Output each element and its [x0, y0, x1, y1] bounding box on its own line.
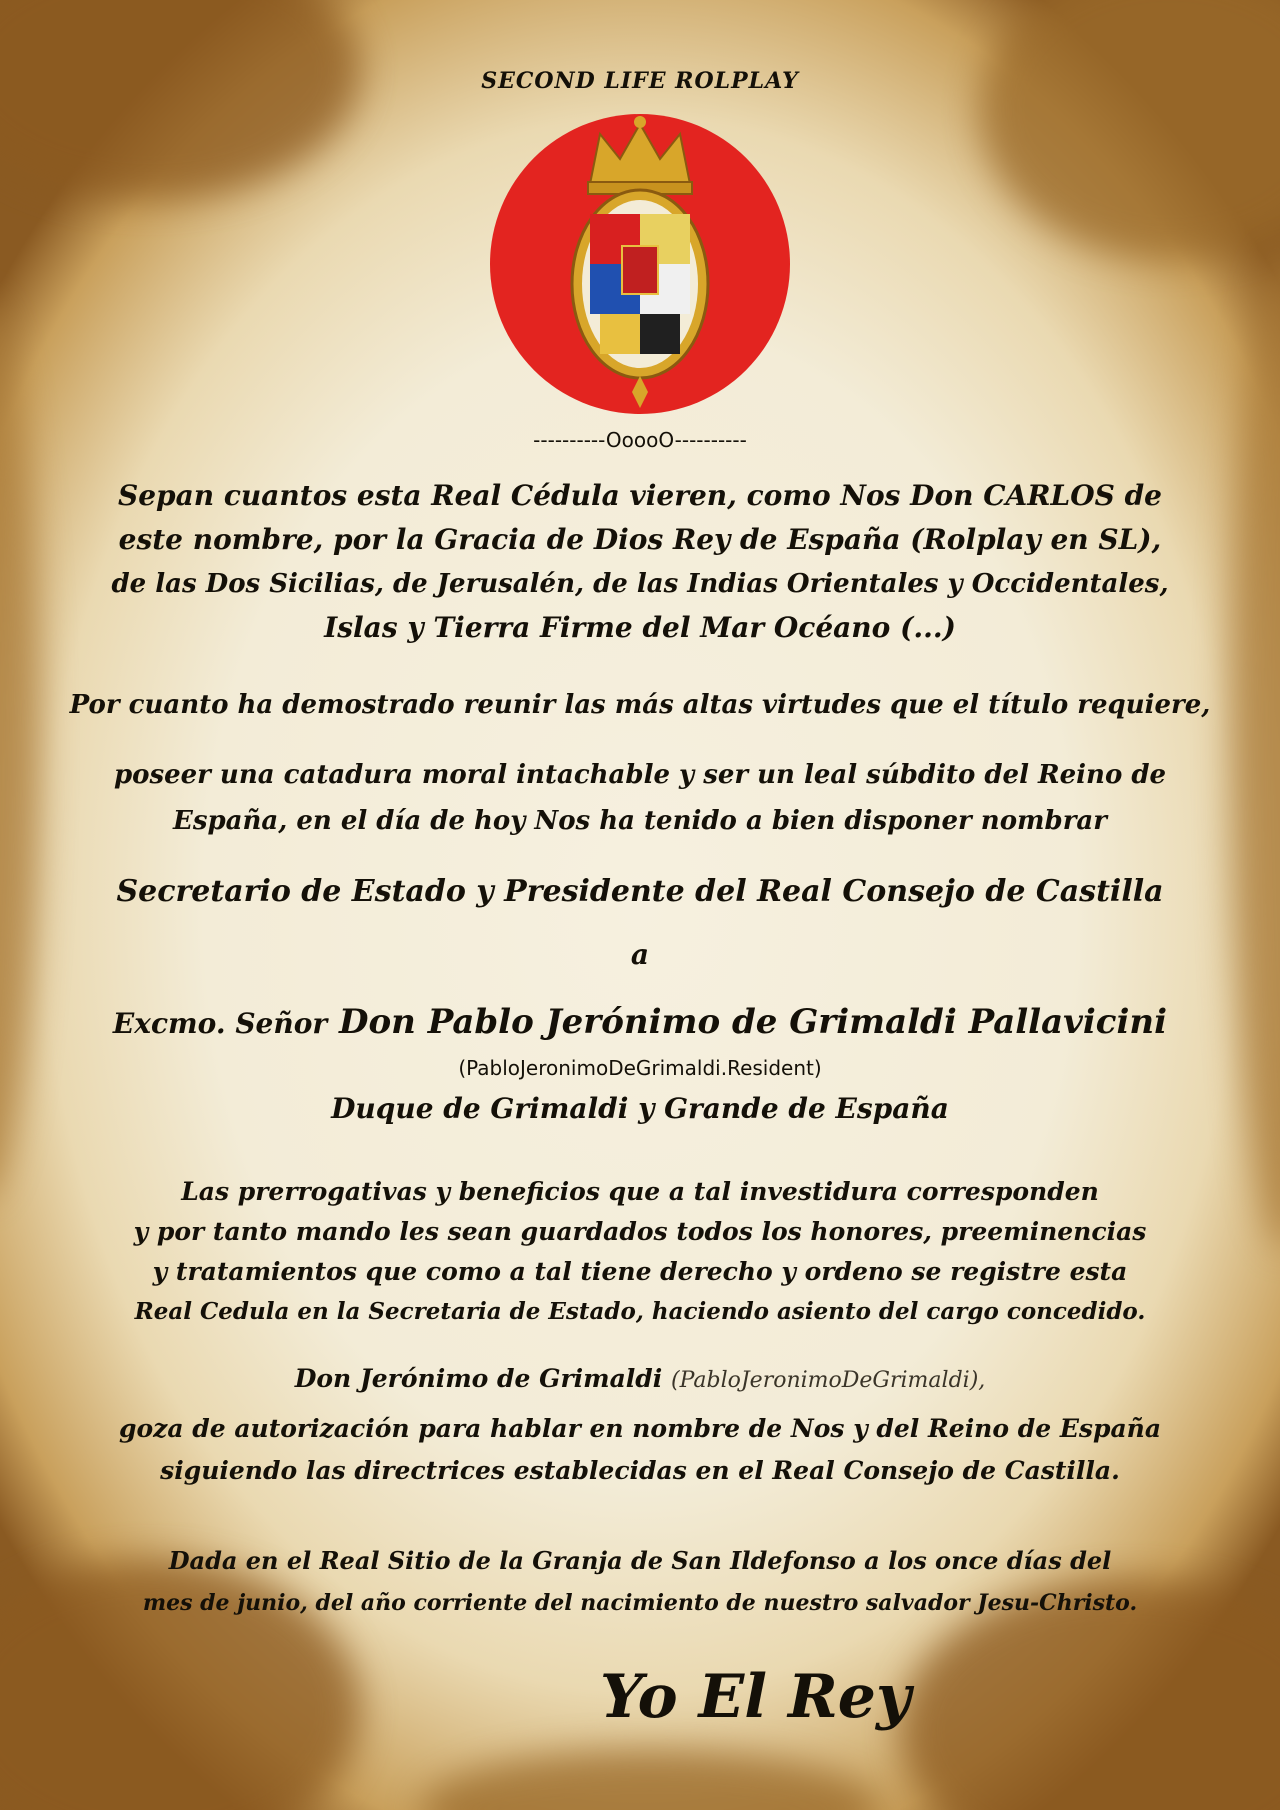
- burn-top-right: [980, 0, 1280, 260]
- intro-paragraph: [0, 474, 1280, 650]
- dated-line: mes de junio, del año corriente del nacimiento de nuestro salvador Jesu-Christo.: [142, 1590, 1138, 1616]
- resident-name: (PabloJeronimoDeGrimaldi.Resident): [458, 1056, 822, 1080]
- burn-top-left: [0, 0, 360, 200]
- reason-paragraph: [0, 682, 1280, 844]
- document-header: SECOND LIFE ROLPLAY: [481, 68, 799, 94]
- reason-line: Por cuanto ha demostrado reunir las más altas virtudes que el título requiere,: [69, 690, 1211, 720]
- separator: ----------OoooO----------: [533, 428, 747, 452]
- name-prefix: Excmo. Señor: [112, 1007, 328, 1040]
- prerogatives-line: y por tanto mando les sean guardados todos los honores, preeminencias: [133, 1217, 1147, 1246]
- intro-line: de las Dos Sicilias, de Jerusalén, de las Indias Orientales y Occidentales,: [111, 569, 1169, 599]
- appointment-title: Secretario de Estado y Presidente del Real Consejo de Castilla: [116, 874, 1164, 909]
- connector: a: [630, 938, 650, 971]
- reason-line: España, en el día de hoy Nos ha tenido a bien disponer nombrar: [173, 806, 1107, 836]
- dated-line: Dada en el Real Sitio de la Granja de San Ildefonso a los once días del: [168, 1546, 1112, 1575]
- prerogatives-line: y tratamientos que como a tal tiene derecho y ordeno se registre esta: [152, 1257, 1128, 1286]
- prerogatives-line: Real Cedula en la Secretaria de Estado, haciendo asiento del cargo concedido.: [134, 1298, 1146, 1325]
- intro-line: Islas y Tierra Firme del Mar Océano (...): [324, 611, 956, 644]
- appointee-name: Don Pablo Jerónimo de Grimaldi Pallavicini: [338, 1002, 1168, 1042]
- authorized-name: Don Jerónimo de Grimaldi: [294, 1364, 663, 1393]
- prerogatives-paragraph: [0, 1172, 1280, 1332]
- intro-line: este nombre, por la Gracia de Dios Rey de España (Rolplay en SL),: [118, 523, 1162, 556]
- burn-bottom-center: [420, 1750, 880, 1810]
- authorization-line: goza de autorización para hablar en nombre de Nos y del Reino de España: [118, 1414, 1162, 1443]
- prerogatives-line: Las prerrogativas y beneficios que a tal investidura corresponden: [181, 1177, 1099, 1206]
- appointee-rank: Duque de Grimaldi y Grande de España: [331, 1092, 949, 1125]
- coat-of-arms-icon: [490, 104, 790, 424]
- dated-paragraph: [0, 1540, 1280, 1624]
- authorization-line: siguiendo las directrices establecidas en el Real Consejo de Castilla.: [160, 1456, 1120, 1485]
- royal-signature: Yo El Rey: [600, 1662, 911, 1732]
- authorization-paragraph: [0, 1408, 1280, 1492]
- authorized-alias: (PabloJeronimoDeGrimaldi),: [670, 1368, 986, 1393]
- intro-line: Sepan cuantos esta Real Cédula vieren, como Nos Don CARLOS de: [118, 479, 1162, 512]
- appointee-name-line: [0, 1002, 1280, 1042]
- reason-line: poseer una catadura moral intachable y ser un leal súbdito del Reino de: [113, 760, 1167, 790]
- authorized-name-line: [0, 1364, 1280, 1393]
